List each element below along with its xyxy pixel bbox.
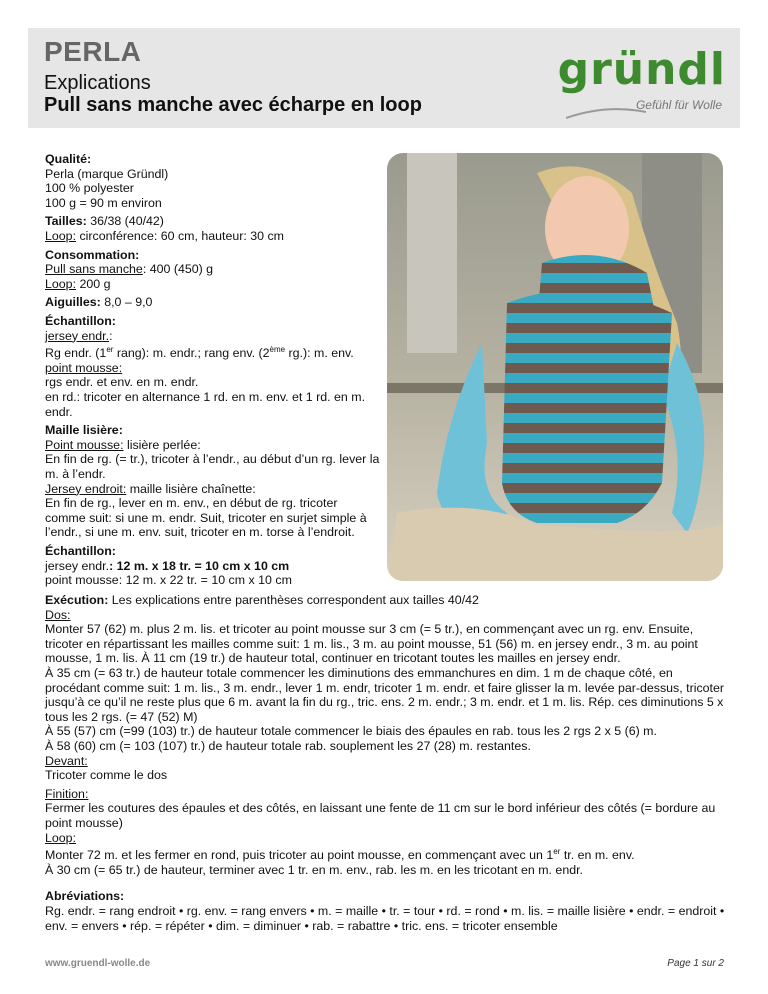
aiguilles-line — [45, 295, 380, 310]
tailles-loop-label: Loop: — [45, 228, 77, 243]
consommation-pull-label: Pull sans manche — [45, 262, 143, 277]
lisiere-pm-text: En fin de rg. (= tr.), tricoter à l’endr., au début d’un rg. lever la m. à l’endr. — [45, 452, 380, 481]
qualite-line-3: 100 g = 90 m environ — [45, 195, 162, 210]
devant-label: Devant: — [45, 753, 88, 768]
jersey-label-line — [45, 329, 380, 344]
execution-label: Exécution: — [45, 593, 109, 607]
abreviations-text: Rg. endr. = rang endroit • rg. env. = rang envers • m. = maille • tr. = tour • rd. = rond • m. lis. = maille lisière • endr. = endroit • env. = envers • rép. = répéter • dim. = diminuer • rab. = rabattre • tric. ens. = tricoter ensemble — [45, 904, 725, 933]
consommation-loop-label: Loop: — [45, 276, 77, 291]
loop-text-a: Monter 72 m. et les fermer en rond, puis tricoter au point mousse, en commençant avec un 1 — [45, 848, 554, 863]
finition-label: Finition: — [45, 786, 89, 801]
lisiere-je-line — [45, 482, 380, 497]
tailles-loop-line — [45, 229, 380, 244]
execution-section — [45, 593, 725, 933]
qualite-line-1: Perla (marque Gründl) — [45, 166, 169, 181]
loop-sup: er — [553, 847, 561, 857]
tailles-value: 36/38 (40/42) — [86, 214, 164, 229]
echantillon2-jersey-line — [45, 559, 380, 574]
echantillon2-jersey-b: : 12 m. x 18 tr. = 10 cm x 10 cm — [109, 558, 290, 573]
jersey-colon: : — [109, 328, 113, 343]
rg-text-a: Rg endr. (1 — [45, 346, 107, 361]
pattern-title: Pull sans manche avec écharpe en loop — [44, 94, 422, 116]
loop-text-1 — [45, 845, 725, 863]
finition-text: Fermer les coutures des épaules et des côtés, en laissant une fente de 11 cm sur le bord inférieur des côtés (= bordure au point mousse) — [45, 801, 716, 830]
echantillon2-heading: Échantillon: — [45, 543, 116, 558]
point-mousse-line-2: en rd.: tricoter en alternance 1 rd. en m. env. et 1 rd. en m. endr. — [45, 390, 366, 419]
lisiere-pm-line — [45, 438, 380, 453]
jersey-label: jersey endr. — [45, 328, 110, 343]
website-link[interactable]: www.gruendl-wolle.de — [45, 958, 151, 969]
gruendl-logo — [557, 44, 726, 124]
tailles-label: Tailles: — [45, 214, 87, 229]
execution-value: Les explications entre parenthèses correspondent aux tailles 40/42 — [108, 593, 479, 607]
document-subtitle: Explications — [44, 72, 151, 94]
echantillon-heading: Échantillon: — [45, 313, 116, 328]
rg-text-c: rg.): m. env. — [285, 346, 354, 361]
abreviations-heading: Abréviations: — [45, 889, 125, 904]
model-photo — [387, 153, 723, 581]
loop-text-b: tr. en m. env. — [560, 848, 635, 863]
loop-label: Loop: — [45, 830, 77, 845]
consommation-heading: Consommation: — [45, 247, 140, 262]
lisiere-heading: Maille lisière: — [45, 423, 123, 438]
echantillon2-jersey-a: jersey endr. — [45, 558, 110, 573]
consommation-pull-value: : 400 (450) g — [142, 262, 214, 277]
dos-text-2: À 35 cm (= 63 tr.) de hauteur totale commencer les diminutions des emmanchures en dim. 1 m de chaque côté, en procédant comme suit: 1 m. lis., 3 m. endr., lever 1 m. endr, tricoter 1 m. endr. et faire glisser la m. levée par-dessus, tricoter jusqu’à ce qu’il ne reste plus que 6 m. avant la fin du rg., tric. ens. 2 m. endr.; 3 m. endr. et 1 m. lis. Rép. ces diminutions 5 x tous les 2 rgs. (= 47 (52) M) — [45, 665, 724, 724]
left-column — [45, 152, 380, 588]
lisiere-pm-label: Point mousse: — [45, 437, 124, 452]
consommation-loop-line — [45, 277, 380, 292]
echantillon2-mousse-line: point mousse: 12 m. x 22 tr. = 10 cm x 10 cm — [45, 573, 292, 588]
rg-text-b: rang): m. endr.; rang env. (2 — [113, 346, 270, 361]
brand-name: PERLA — [44, 36, 142, 67]
execution-line — [45, 593, 725, 608]
dos-text-3: À 55 (57) cm (=99 (103) tr.) de hauteur totale commencer le biais des épaules en rab. tous les 2 rgs 2 x 5 (6) m. — [45, 724, 657, 739]
swoosh-icon — [566, 106, 646, 120]
consommation-loop-value: 200 g — [76, 276, 111, 291]
qualite-heading: Qualité: — [45, 152, 92, 166]
lisiere-je-label: Jersey endroit: — [45, 481, 127, 496]
rg-sup-1: er — [106, 345, 114, 355]
lisiere-pm-value: lisière perlée: — [123, 437, 201, 452]
devant-text: Tricoter comme le dos — [45, 768, 168, 783]
header-band — [28, 28, 740, 128]
consommation-pull-line — [45, 262, 380, 277]
tailles-loop-value: circonférence: 60 cm, hauteur: 30 cm — [76, 228, 285, 243]
logo-wordmark: gründl — [557, 44, 726, 95]
dos-text-1: Monter 57 (62) m. plus 2 m. lis. et tricoter au point mousse sur 3 cm (= 5 tr.), en commençant avec un rg. env. Ensuite, tricoter en répartissant les mailles comme suit: 1 m. lis., 3 m. au point mousse, 51 (56) m. en jersey endr., 3 m. au point mousse, 1 m. lis. À 11 cm (19 tr.) de hauteur total, continuer en tricotant toutes les mailles en jersey endr. — [45, 622, 698, 666]
point-mousse-line-1: rgs endr. et env. en m. endr. — [45, 375, 199, 390]
rg-sup-2: ème — [269, 345, 286, 355]
logo-tagline: Gefühl für Wolle — [635, 98, 722, 112]
loop-text-2: À 30 cm (= 65 tr.) de hauteur, terminer avec 1 tr. en m. env., rab. les m. en les tricotant en m. endr. — [45, 862, 583, 877]
qualite-line-2: 100 % polyester — [45, 181, 134, 196]
dos-text-4: À 58 (60) cm (= 103 (107) tr.) de hauteur totale rab. souplement les 27 (28) m. restantes. — [45, 738, 531, 753]
jersey-rows-line — [45, 343, 380, 361]
page-number: Page 1 sur 2 — [667, 958, 724, 969]
lisiere-je-value: maille lisière chaînette: — [126, 481, 256, 496]
dos-label: Dos: — [45, 607, 71, 622]
lisiere-je-text: En fin de rg., lever en m. env., en début de rg. tricoter comme suit: si une m. endr. Suit, tricoter en surjet simple à l’endr., si une m. env. suit, tricoter en m. torse à l’endroit. — [45, 496, 367, 540]
tailles-line — [45, 214, 380, 229]
aiguilles-value: 8,0 – 9,0 — [100, 295, 153, 310]
aiguilles-label: Aiguilles: — [45, 295, 101, 310]
point-mousse-label: point mousse: — [45, 360, 123, 375]
